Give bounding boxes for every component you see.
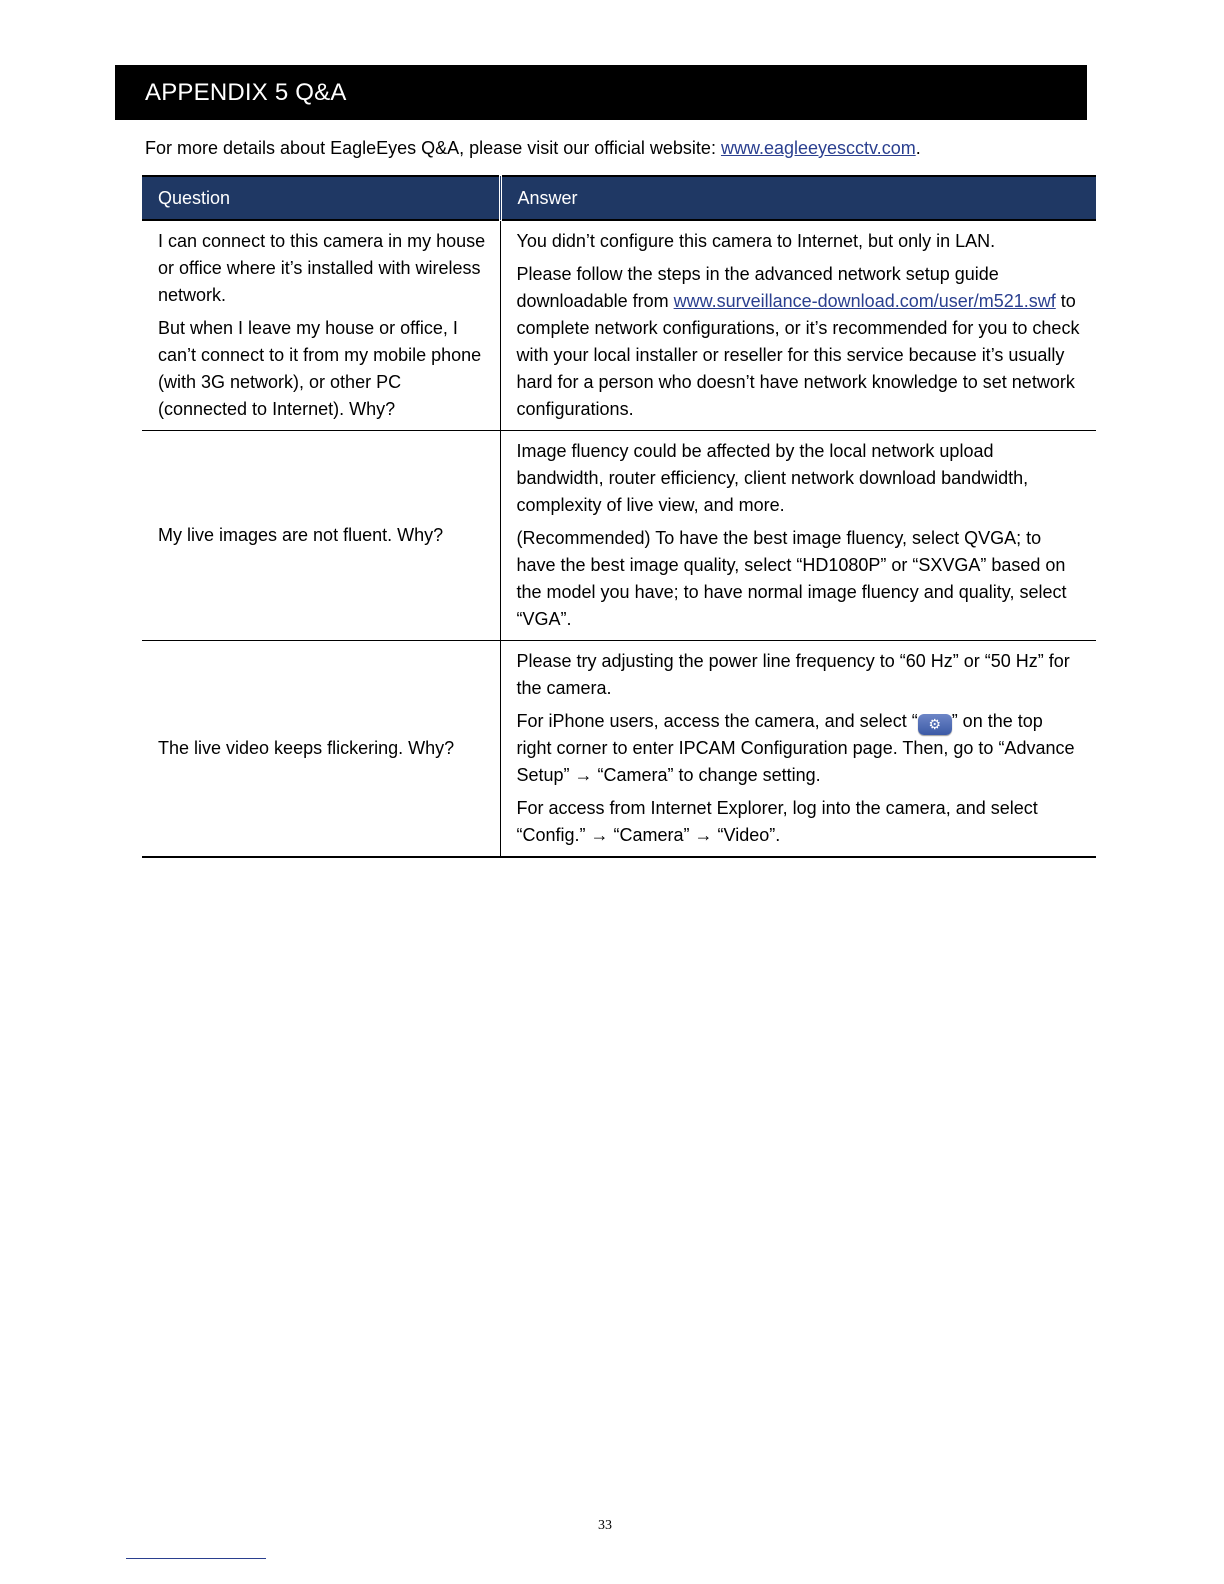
page-title: APPENDIX 5 Q&A xyxy=(145,78,347,106)
question-column-header: Question xyxy=(142,176,500,220)
table-row xyxy=(142,220,1096,431)
appendix-title-bar xyxy=(115,65,1087,120)
intro-text: For more details about EagleEyes Q&A, please visit our official website: xyxy=(145,138,721,158)
question-cell xyxy=(142,220,500,431)
answer-paragraph xyxy=(517,708,1083,789)
answer-text: ” on the top right corner to enter IPCAM Configuration page. Then, go to “Advance Setup” → “Camera” to change setting. xyxy=(516,711,1075,785)
answer-cell xyxy=(500,220,1096,431)
answer-paragraph: You didn’t configure this camera to Internet, but only in LAN. xyxy=(516,231,996,251)
website-link[interactable]: www.eagleeyescctv.com xyxy=(720,138,916,158)
answer-text: For iPhone users, access the camera, and select “ xyxy=(516,711,918,731)
table-row xyxy=(142,641,1096,858)
answer-paragraph xyxy=(517,261,1083,423)
answer-paragraph: For access from Internet Explorer, log into the camera, and select “Config.” → “Camera” → “Video”. xyxy=(516,798,1038,845)
question-cell xyxy=(142,431,500,641)
question-paragraph: I can connect to this camera in my house or office where it’s installed with wireless network. xyxy=(158,231,486,305)
answer-cell xyxy=(500,431,1096,641)
answer-paragraph: (Recommended) To have the best image fluency, select QVGA; to have the best image quality, select “HD1080P” or “SXVGA” based on the model you have; to have normal image fluency and quality, select “VGA”. xyxy=(516,528,1067,629)
page-number: 33 xyxy=(598,1518,612,1533)
answer-paragraph: Image fluency could be affected by the local network upload bandwidth, router efficiency, client network download bandwidth, complexity of live view, and more. xyxy=(516,441,1029,515)
question-paragraph: My live images are not fluent. Why? xyxy=(158,525,444,545)
table-header-row xyxy=(142,176,1096,220)
setup-guide-link[interactable]: www.surveillance-download.com/user/m521.swf xyxy=(673,291,1056,311)
settings-gear-icon: ⚙ xyxy=(918,714,952,735)
answer-paragraph: Please try adjusting the power line frequency to “60 Hz” or “50 Hz” for the camera. xyxy=(516,651,1070,698)
intro-paragraph xyxy=(145,137,921,159)
question-paragraph: The live video keeps flickering. Why? xyxy=(158,738,455,758)
qa-table xyxy=(142,175,1096,858)
answer-column-header: Answer xyxy=(500,176,1096,220)
answer-text: to complete network configurations, or it’s recommended for you to check with your local installer or reseller for this service because it’s usually hard for a person who doesn’t have network knowledge to set network configurations. xyxy=(516,291,1080,419)
intro-end: . xyxy=(915,138,921,158)
answer-text: Please follow the steps in the advanced network setup guide downloadable from xyxy=(516,264,999,311)
question-paragraph: But when I leave my house or office, I can’t connect to it from my mobile phone (with 3G network), or other PC (connected to Internet). Why? xyxy=(158,318,482,419)
question-cell xyxy=(142,641,500,858)
table-row xyxy=(142,431,1096,641)
answer-cell xyxy=(500,641,1096,858)
footer-rule xyxy=(126,1558,266,1559)
